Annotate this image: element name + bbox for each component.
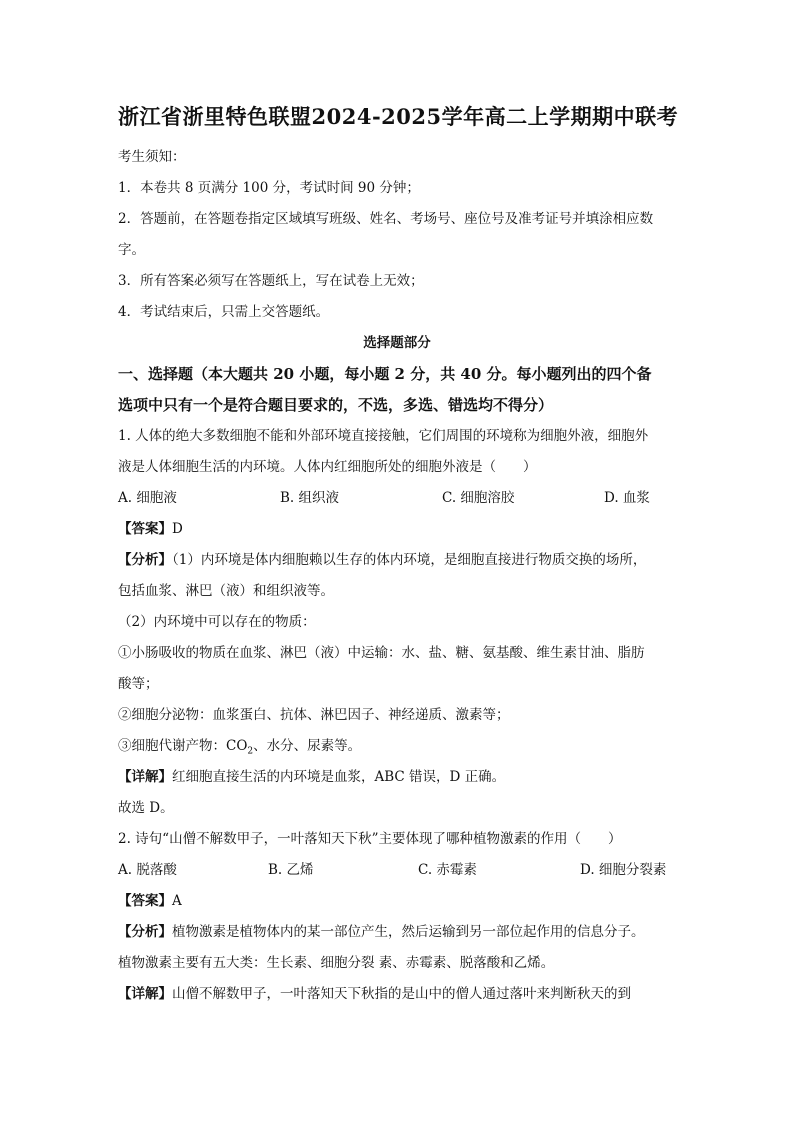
q2-option-a: A. 脱落酸 [118, 862, 177, 878]
notice-item-1: 1．本卷共 8 页满分 100 分，考试时间 90 分钟； [118, 180, 420, 196]
q1-analysis-line4: ①小肠吸收的物质在血浆、淋巴（液）中运输：水、盐、糖、氨基酸、维生素甘油、脂肪 [118, 645, 645, 661]
q1-detail-text: 红细胞直接生活的内环境是血浆，ABC 错误，D 正确。 [172, 769, 506, 785]
q1-analysis-line5: 酸等； [118, 676, 159, 692]
q1-detail [118, 762, 676, 793]
q1-option-c: C. 细胞溶胶 [442, 490, 515, 506]
q1-answer [118, 514, 676, 545]
q1-option-b: B. 组织液 [280, 490, 340, 506]
q1-analysis-line3: （2）内环境中可以存在的物质： [118, 614, 316, 630]
q1-analysis-text1: （1）内环境是体内细胞赖以生存的体内环境，是细胞直接进行物质交换的场所， [172, 552, 647, 568]
page-title: 浙江省浙里特色联盟2024-2025学年高二上学期期中联考 [118, 104, 679, 129]
q1-analysis-line7 [118, 731, 676, 762]
q1-analysis-line7-post: 、水分、尿素等。 [253, 738, 362, 754]
notice-item-3: 3．所有答案必须写在答题纸上，写在试卷上无效； [118, 273, 424, 289]
notice-item-4: 4．考试结束后，只需上交答题纸。 [118, 304, 330, 320]
q2-detail-text: 山僧不解数甲子，一叶落知天下秋指的是山中的僧人通过落叶来判断秋天的到 [172, 986, 631, 1002]
q1-analysis-line2: 包括血浆、淋巴（液）和组织液等。 [118, 583, 334, 599]
q1-analysis-line7-sub: 2 [247, 746, 254, 757]
q2-detail-tag: 【详解】 [118, 986, 172, 1002]
q1-stem-line1: 1. 人体的绝大多数细胞不能和外部环境直接接触，它们周围的环境称为细胞外液，细胞外 [118, 428, 649, 444]
q1-options [118, 483, 676, 514]
q1-detail-tag: 【详解】 [118, 769, 172, 785]
q2-analysis-line1 [118, 917, 676, 948]
q1-conclusion: 故选 D。 [118, 800, 174, 816]
q2-analysis-line2: 植物激素主要有五大类：生长素、细胞分裂 素、赤霉素、脱落酸和乙烯。 [118, 955, 555, 971]
notice-item-2-cont: 字。 [118, 242, 145, 258]
q1-answer-tag: 【答案】 [118, 521, 172, 537]
notice-heading: 考生须知： [118, 149, 186, 165]
q2-answer [118, 886, 676, 917]
q2-detail [118, 979, 676, 1010]
q1-answer-value: D [172, 521, 183, 537]
part1-heading-line1: 一、选择题（本大题共 20 小题，每小题 2 分，共 40 分。每小题列出的四个备 [118, 365, 652, 383]
section-title: 选择题部分 [363, 335, 431, 351]
q2-stem: 2. 诗句“山僧不解数甲子，一叶落知天下秋”主要体现了哪种植物激素的作用（ ） [118, 831, 622, 847]
q1-analysis-tag: 【分析】 [118, 552, 172, 568]
q1-option-a: A. 细胞液 [118, 490, 177, 506]
q2-options [118, 855, 676, 886]
q2-option-b: B. 乙烯 [268, 862, 314, 878]
q2-analysis-tag: 【分析】 [118, 924, 172, 940]
q2-answer-value: A [172, 893, 182, 909]
q1-analysis-line7-pre: ③细胞代谢产物：CO [118, 738, 248, 754]
q1-option-d: D. 血浆 [604, 490, 650, 506]
notice-item-2: 2．答题前，在答题卷指定区域填写班级、姓名、考场号、座位号及准考证号并填涂相应数 [118, 211, 654, 227]
q2-option-c: C. 赤霉素 [418, 862, 477, 878]
part1-heading-line2: 选项中只有一个是符合题目要求的，不选，多选、错选均不得分） [118, 396, 554, 414]
q1-stem-line2: 液是人体细胞生活的内环境。人体内红细胞所处的细胞外液是（ ） [118, 459, 537, 475]
q1-analysis-line6: ②细胞分泌物：血浆蛋白、抗体、淋巴因子、神经递质、激素等； [118, 707, 510, 723]
q2-analysis-text1: 植物激素是植物体内的某一部位产生，然后运输到另一部位起作用的信息分子。 [172, 924, 645, 940]
q1-analysis-line1 [118, 545, 676, 576]
q2-option-d: D. 细胞分裂素 [580, 862, 667, 878]
q2-answer-tag: 【答案】 [118, 893, 172, 909]
